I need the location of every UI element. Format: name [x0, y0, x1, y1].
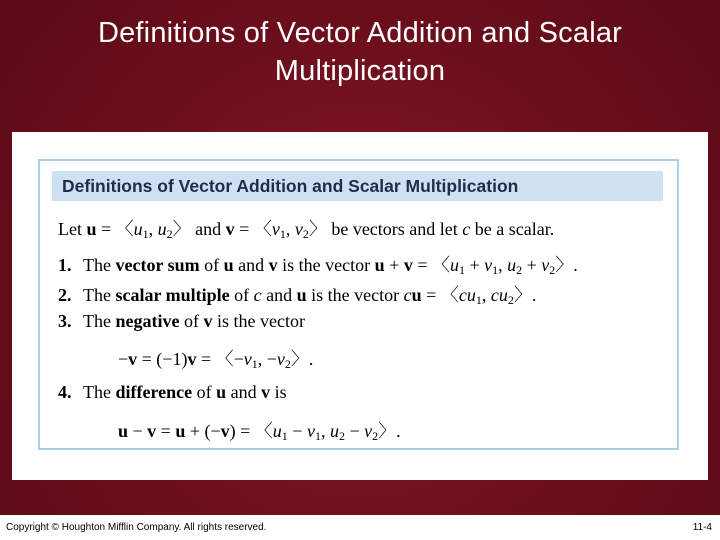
subscript: 2 [549, 263, 556, 277]
item-text: 〉. [555, 255, 578, 275]
item-number: 1. [58, 255, 72, 275]
intro-text: , [148, 219, 158, 239]
definition-item-4 [58, 382, 287, 403]
vector-u: u [296, 285, 307, 305]
term-scalar-multiple: scalar multiple [115, 285, 230, 305]
subscript: 2 [507, 293, 514, 307]
vector-v: v [403, 255, 413, 275]
intro-text: 〉 be vectors and let [308, 219, 463, 239]
term-negative: negative [115, 311, 180, 331]
item-text: The [83, 285, 116, 305]
component-u1: u [133, 219, 143, 239]
intro-text: , [285, 219, 295, 239]
component: u [272, 421, 282, 441]
eq-text: − [118, 349, 129, 369]
vector-u: u [216, 382, 227, 402]
intro-line [58, 215, 554, 241]
subscript: 2 [516, 263, 523, 277]
component-v2: v [294, 219, 303, 239]
component: v [541, 255, 550, 275]
item-text: = 〈 [421, 285, 459, 305]
vector-u: u [86, 219, 97, 239]
eq-text: 〉. [378, 421, 401, 441]
item-number: 2. [58, 285, 72, 305]
definition-item-2 [58, 281, 536, 307]
item-text: of [229, 285, 254, 305]
vector-v: v [268, 255, 278, 275]
eq-text: − [128, 421, 148, 441]
item-number: 4. [58, 382, 72, 402]
item-text: is [270, 382, 287, 402]
subscript: 1 [475, 293, 482, 307]
vector-u: u [223, 255, 234, 275]
component: u [449, 255, 459, 275]
subscript: 1 [251, 357, 258, 371]
component: u [507, 255, 517, 275]
vector-v: v [225, 219, 235, 239]
item-text: The [83, 255, 116, 275]
component: u [329, 421, 339, 441]
component: v [276, 349, 285, 369]
definition-header [52, 171, 663, 201]
term-vector-sum: vector sum [115, 255, 200, 275]
component-v1: v [271, 219, 280, 239]
intro-text: = 〈 [96, 219, 134, 239]
eq-text: ) = 〈 [229, 421, 273, 441]
subscript: 1 [279, 227, 286, 241]
item-text: of [179, 311, 204, 331]
eq-text: = [156, 421, 176, 441]
item-text: is the vector [277, 255, 375, 275]
item-text: of [192, 382, 217, 402]
item-text: + [464, 255, 485, 275]
item-text: of [199, 255, 224, 275]
content-panel [12, 132, 708, 480]
item-text: is the vector [212, 311, 305, 331]
subscript: 2 [338, 429, 345, 443]
subscript: 1 [492, 263, 499, 277]
slide-title-line1: Definitions of Vector Addition and Scalar [97, 17, 623, 49]
copyright-text: Copyright © Houghton Mifflin Company. All rights reserved. [6, 522, 267, 533]
subscript: 1 [458, 263, 465, 277]
item-number: 3. [58, 311, 72, 331]
eq-text: , [320, 421, 330, 441]
intro-text: Let [58, 219, 87, 239]
vector-v: v [128, 349, 138, 369]
vector-v: v [147, 421, 157, 441]
negative-equation [118, 345, 313, 371]
eq-text: − [287, 421, 307, 441]
component: v [364, 421, 373, 441]
vector-u: u [374, 255, 385, 275]
subscript: 2 [302, 227, 309, 241]
slide-title-line2: Multiplication [274, 55, 446, 87]
item-text: is the vector [306, 285, 404, 305]
definition-item-3 [58, 311, 305, 332]
item-text: The [83, 382, 116, 402]
item-text: 〉. [513, 285, 537, 305]
scalar-c: c [253, 285, 262, 305]
intro-text: = 〈 [234, 219, 272, 239]
slide-title [20, 14, 700, 90]
definition-header-text: Definitions of Vector Addition and Scalar Multiplication [62, 176, 519, 196]
page-number: 11-4 [692, 522, 712, 533]
item-text: = 〈 [412, 255, 450, 275]
subscript: 1 [142, 227, 149, 241]
subscript: 1 [314, 429, 321, 443]
component: cu [458, 285, 476, 305]
component: v [243, 349, 252, 369]
vector-v: v [187, 349, 197, 369]
vector-u: u [175, 421, 186, 441]
component: v [306, 421, 315, 441]
vector-u: u [411, 285, 422, 305]
item-text: and [261, 285, 297, 305]
item-text: and [233, 255, 269, 275]
vector-v: v [203, 311, 213, 331]
vector-v: v [261, 382, 271, 402]
scalar-c: c [403, 285, 412, 305]
item-text: , [481, 285, 491, 305]
vector-v: v [220, 421, 230, 441]
item-text: and [226, 382, 262, 402]
subscript: 2 [372, 429, 379, 443]
eq-text: = 〈− [196, 349, 244, 369]
component-u2: u [157, 219, 167, 239]
eq-text: , − [257, 349, 277, 369]
subscript: 1 [281, 429, 288, 443]
item-text: , [498, 255, 508, 275]
definition-box [38, 159, 679, 450]
item-text: + [522, 255, 542, 275]
eq-text: + (− [185, 421, 221, 441]
intro-text: be a scalar. [470, 219, 555, 239]
definition-item-1 [58, 251, 578, 277]
eq-text: − [344, 421, 365, 441]
intro-text: 〉 and [172, 219, 226, 239]
component: v [484, 255, 493, 275]
subscript: 2 [284, 357, 291, 371]
item-text: The [83, 311, 116, 331]
item-text: + [384, 255, 404, 275]
term-difference: difference [115, 382, 193, 402]
vector-u: u [118, 421, 129, 441]
eq-text: = (−1) [137, 349, 188, 369]
component: cu [490, 285, 508, 305]
subscript: 2 [166, 227, 173, 241]
scalar-c: c [462, 219, 471, 239]
difference-equation [118, 417, 401, 443]
eq-text: 〉. [290, 349, 314, 369]
